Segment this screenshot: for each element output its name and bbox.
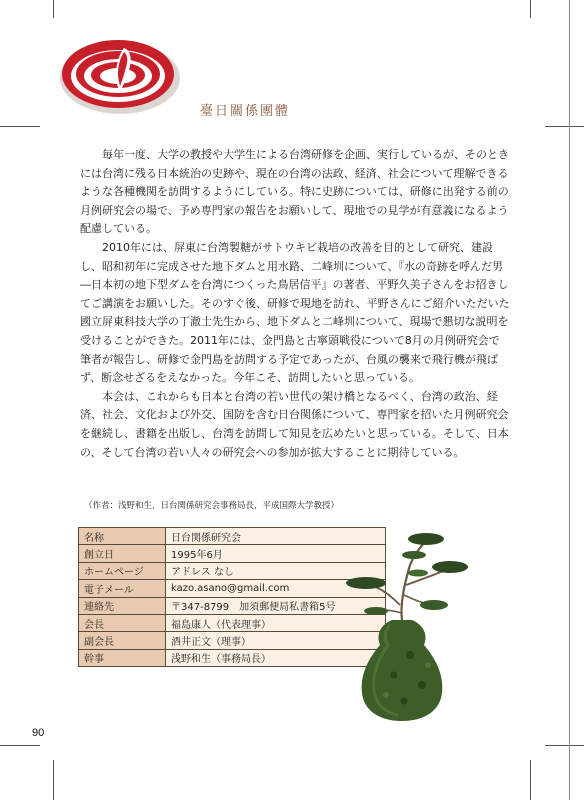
row-value-contact: 〒347-8799 加須郵便局私書箱5号 bbox=[166, 597, 386, 614]
row-label-vice-president: 副会長 bbox=[79, 632, 166, 649]
crop-mark-right-top bbox=[545, 126, 584, 127]
crop-mark-right-vertical bbox=[569, 0, 570, 800]
paragraph-3: 本会は、これからも日本と台湾の若い世代の架け橋となるべく、台湾の政治、経済、社会、文化および外交、国防を含む日台関係について、専門家を招いた月例研究会を継続し、書籍を出版し、台湾を訪問して知見を広めたいと思っている。そして、日本の、そして台湾の若い人々の研究会への参加が拡大することに期待している。 bbox=[80, 389, 509, 459]
row-label-contact: 連絡先 bbox=[79, 597, 166, 614]
section-title: 臺日關係團體 bbox=[200, 104, 291, 119]
bonsai-plant-icon bbox=[330, 525, 480, 725]
row-value-email[interactable]: kazo.asano@gmail.com bbox=[166, 580, 386, 597]
row-label-president: 会長 bbox=[79, 614, 166, 631]
paragraph-1: 毎年一度、大学の教授や大学生による台湾研修を企画、実行しているが、そのときには台湾に残る日本統治の史跡や、現在の台湾の法政、経済、社会について理解できるような各種機関を訪問するようにしている。特に史跡については、研修に出発する前の月例研究会の場で、予め専門家の報告をお願いして、現地での見学が有意義になるよう配慮している。 bbox=[80, 148, 509, 236]
crop-mark-bottom-left bbox=[53, 760, 54, 800]
crop-mark-top-right bbox=[530, 0, 531, 18]
crop-mark-bottom-right bbox=[530, 760, 531, 800]
row-label-secretary: 幹事 bbox=[79, 649, 166, 666]
row-value-founded: 1995年6月 bbox=[166, 545, 386, 562]
article-body bbox=[80, 146, 510, 462]
page-number: 90 bbox=[32, 727, 45, 739]
row-value-secretary: 浅野和生（事務局長） bbox=[166, 649, 386, 666]
crop-mark-right-bottom bbox=[545, 745, 584, 746]
row-value-homepage: アドレス なし bbox=[166, 562, 386, 579]
row-label-founded: 創立日 bbox=[79, 545, 166, 562]
taiwan-map-ring-logo-icon bbox=[58, 30, 188, 120]
row-value-vice-president: 酒井正文（理事） bbox=[166, 632, 386, 649]
row-label-homepage: ホームページ bbox=[79, 562, 166, 579]
row-value-president: 福島康人（代表理事） bbox=[166, 614, 386, 631]
row-value-name: 日台関係研究会 bbox=[166, 528, 386, 545]
row-label-email: 電子メール bbox=[79, 580, 166, 597]
row-label-name: 名称 bbox=[79, 528, 166, 545]
paragraph-2: 2010年には、屏東に台湾製糖がサトウキビ栽培の改善を目的として研究、建設し、昭和初年に完成させた地下ダムと用水路、二峰圳について、『水の奇跡を呼んだ男―日本初の地下型ダムを台湾につくった鳥居信平』の著者、平野久美子さんをお招きしてご講演をお願いした。そのすぐ後、研修で現地を訪れ、平野さんにご紹介いただいた國立屏東科技大学の丁澈士先生から、地下ダムと二峰圳について、現場で懇切な説明を受けることができた。2011年には、金門島と古寧頭戦役について8月の月例研究会で筆者が報告し、研修で金門島を訪問する予定であったが、台風の襲来で飛行機が飛ばず、断念せざるをえなかった。今年こそ、訪問したいと思っている。 bbox=[80, 240, 510, 385]
crop-mark-top-left bbox=[53, 0, 54, 18]
crop-mark-left-top bbox=[0, 126, 40, 127]
author-note: （作者：浅野和生，日台関係研究会事務局長，平成国際大学教授） bbox=[84, 501, 340, 511]
crop-mark-left-bottom bbox=[0, 745, 40, 746]
